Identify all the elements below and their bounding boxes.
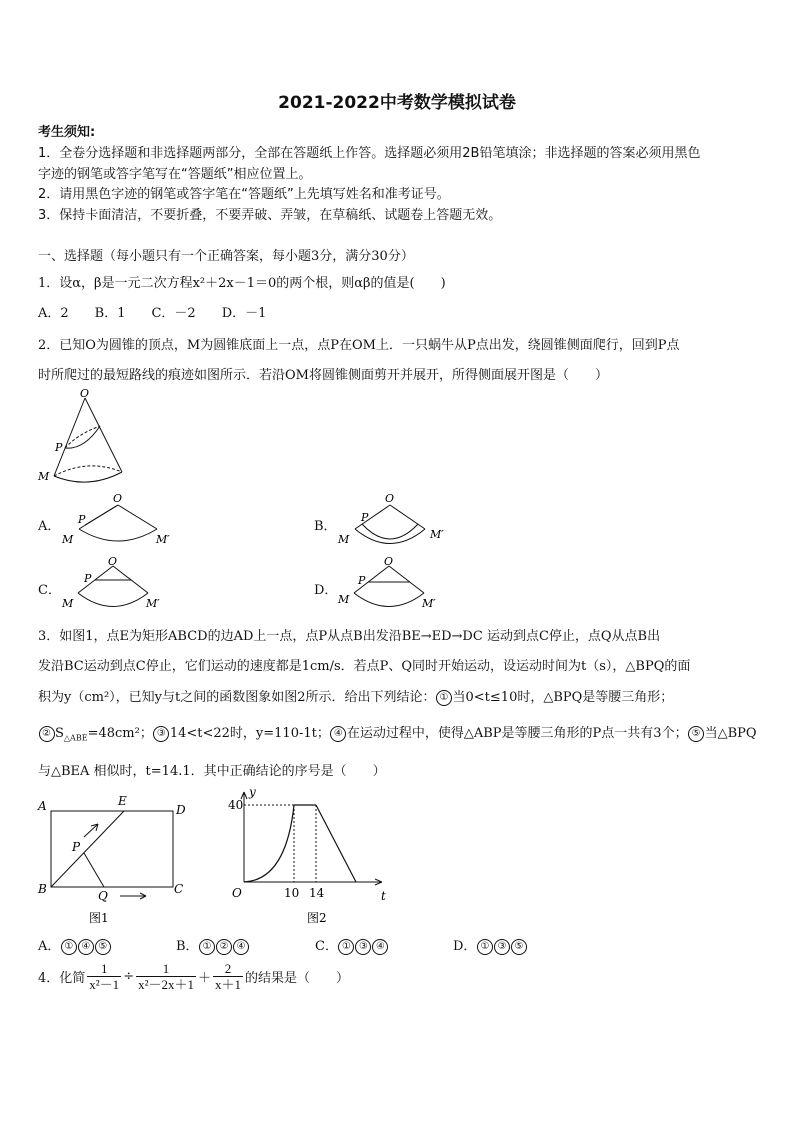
q3-option-c[interactable] (315, 935, 389, 955)
segment-be (51, 811, 124, 887)
q1-text: 1．设α，β是一元二次方程x²＋2x－1＝0的两个根，则αβ的值是( ) (38, 276, 446, 291)
notice-heading: 考生须知: (38, 125, 96, 140)
fraction-3-numerator: 2 (213, 961, 243, 977)
opt-b-label-o: O (385, 492, 395, 505)
q3-b-c3: ④ (233, 939, 249, 955)
opt-c-label-o: O (108, 555, 118, 568)
fraction-3-denominator: x＋1 (215, 977, 242, 992)
notice-item-3: 3．保持卡面清洁，不要折叠，不要弄破、弄皱，在草稿纸、试题卷上答题无效。 (38, 208, 502, 223)
q1-options: A．2 B．1 C．－2 D．－1 (38, 306, 267, 321)
q3-line3-b: 当0<t≤10时，△BPQ是等腰三角形； (452, 690, 674, 705)
function-decline (316, 805, 356, 882)
opt-d-label-p: P (358, 574, 366, 587)
opt-d-label-o: O (384, 555, 394, 568)
q3-line3 (38, 686, 673, 706)
q3-option-c-label: C． (315, 939, 338, 954)
opt-a-label-p: P (78, 513, 86, 526)
snail-path-front (65, 426, 100, 448)
divide-sign: ÷ (123, 969, 135, 984)
opt-c-label-m2: M′ (146, 597, 160, 610)
opt-b-label-m: M (338, 533, 350, 546)
q3-line4 (38, 722, 757, 743)
q3-option-b[interactable] (176, 935, 250, 955)
fraction-3 (213, 961, 243, 992)
q3-d-c3: ⑤ (511, 939, 527, 955)
fraction-1 (87, 961, 121, 992)
fig1-label-e: E (118, 794, 127, 808)
circle-num-2: ② (39, 726, 55, 742)
q3-line5: 与△BEA 相似时，t=14.1．其中正确结论的序号是（ ） (38, 764, 386, 779)
opt-b-label-p: P (361, 511, 369, 524)
cone-right-edge (85, 398, 122, 472)
q3-d-c1: ① (477, 939, 493, 955)
q3-c-c3: ④ (372, 939, 388, 955)
q2-line2: 时所爬过的最短路线的痕迹如图所示．若沿OM将圆锥侧面剪开并展开，所得侧面展开图是（ ） (38, 368, 608, 383)
q3-figure-1 (34, 792, 194, 932)
q4-prefix: 4．化简 (38, 971, 86, 986)
snail-path-back (65, 426, 100, 448)
cone-label-p: P (55, 441, 63, 454)
cone-figure (34, 386, 144, 488)
q3-s-label: S (55, 726, 64, 741)
notice-item-1: 1．全卷分选择题和非选择题两部分，全部在答题纸上作答。选择题必须用2B铅笔填涂；非选择题的答案必须用黑色 (38, 146, 701, 161)
q3-a-c1: ① (61, 939, 77, 955)
q3-a-c2: ④ (78, 939, 94, 955)
fig2-caption: 图2 (307, 911, 327, 925)
cone-base-front (54, 472, 122, 482)
opt-c-label-m: M (62, 597, 74, 610)
function-curve (244, 805, 294, 882)
q2-option-c-figure[interactable] (58, 553, 178, 615)
fig1-label-d: D (176, 803, 186, 817)
fig1-label-q: Q (98, 889, 108, 903)
opt-b-label-m2: M′ (430, 528, 444, 541)
fig2-label-t: t (381, 889, 386, 903)
q3-line1: 3．如图1，点E为矩形ABCD的边AD上一点，点P从点B出发沿BE→ED→DC 运动到点C停止，点Q从点B出 (38, 629, 661, 644)
rectangle-abcd (51, 811, 173, 887)
q3-figure-2 (224, 784, 394, 932)
q4-line (38, 961, 349, 992)
fraction-1-numerator: 1 (87, 961, 121, 977)
section-heading: 一、选择题（每小题只有一个正确答案，每小题3分，满分30分） (38, 249, 414, 264)
q2-option-c-label[interactable]: C． (38, 583, 61, 598)
q3-line3-a: 积为y（cm²），已知y与t之间的函数图象如图2所示．给出下列结论： (38, 690, 436, 705)
q3-line4-d: 在运动过程中，使得△ABP是等腰三角形的P点一共有3个； (346, 726, 688, 741)
q3-d-c2: ③ (494, 939, 510, 955)
q3-option-a-label: A． (38, 939, 61, 954)
fig2-tick-14: 14 (309, 886, 325, 900)
opt-d-label-m: M (338, 593, 350, 606)
q3-option-a[interactable] (38, 935, 111, 955)
opt-c-label-p: P (84, 572, 92, 585)
fig2-label-o: O (232, 886, 242, 900)
q2-option-b-label[interactable]: B． (314, 519, 337, 534)
segment-pq (84, 853, 104, 887)
fraction-2 (136, 961, 196, 992)
cone-left-edge (54, 398, 85, 476)
fig1-caption: 图1 (89, 911, 109, 925)
opt-a-label-m2: M′ (156, 533, 170, 546)
q3-s-sub: △ABE (63, 733, 88, 743)
fraction-2-denominator: x²－2x＋1 (138, 977, 194, 992)
opt-a-label-o: O (113, 492, 123, 505)
q3-line4-c: 14<t<22时，y=110-1t； (169, 726, 330, 741)
q4-suffix: 的结果是（ ） (245, 971, 350, 986)
fraction-1-denominator: x²－1 (89, 977, 120, 992)
fig1-label-b: B (38, 882, 47, 896)
q3-option-d-label: D． (453, 939, 477, 954)
q3-option-d[interactable] (453, 935, 527, 955)
q2-option-d-label[interactable]: D． (314, 583, 338, 598)
fig2-label-y: y (249, 785, 256, 799)
fig2-tick-10: 10 (284, 886, 300, 900)
notice-item-2: 2．请用黑色字迹的钢笔或答字笔在“答题纸”上先填写姓名和准考证号。 (38, 187, 450, 202)
q2-option-b-figure[interactable] (334, 488, 454, 550)
circle-num-3: ③ (153, 726, 169, 742)
q3-line4-e: 当△BPQ (704, 726, 757, 741)
fig2-tick-40: 40 (228, 798, 244, 812)
circle-num-1: ① (436, 690, 452, 706)
q2-line1: 2．已知O为圆锥的顶点，M为圆锥底面上一点，点P在OM上．一只蜗牛从P点出发，绕圆锥侧面爬行，回到P点 (38, 338, 680, 353)
q3-c-c1: ① (338, 939, 354, 955)
plus-sign: ＋ (198, 971, 212, 986)
q3-option-b-label: B． (176, 939, 199, 954)
q3-line4-b: =48cm²； (87, 726, 153, 741)
cone-label-o: O (80, 387, 90, 400)
q2-option-a-figure[interactable] (58, 488, 178, 550)
q3-a-c3: ⑤ (95, 939, 111, 955)
exam-title: 2021-2022中考数学模拟试卷 (278, 93, 516, 113)
q3-b-c2: ② (216, 939, 232, 955)
q3-b-c1: ① (199, 939, 215, 955)
q2-option-d-figure[interactable] (334, 553, 454, 615)
fraction-2-numerator: 1 (136, 961, 196, 977)
q3-line2: 发沿BC运动到点C停止，它们运动的速度都是1cm/s．若点P、Q同时开始运动，设运动时间为t（s），△BPQ的面 (38, 659, 691, 674)
fig1-label-a: A (38, 799, 47, 813)
opt-d-label-m2: M′ (422, 597, 436, 610)
cone-base-back (54, 466, 122, 476)
circle-num-5: ⑤ (688, 726, 704, 742)
q3-c-c2: ③ (355, 939, 371, 955)
fig1-label-p: P (72, 840, 81, 854)
q2-option-a-label[interactable]: A． (38, 519, 61, 534)
cone-label-m: M (38, 470, 50, 483)
notice-item-1-cont: 字迹的钢笔或答字笔写在“答题纸”相应位置上。 (38, 167, 312, 182)
circle-num-4: ④ (330, 726, 346, 742)
opt-a-label-m: M (62, 533, 74, 546)
fig1-label-c: C (174, 882, 184, 896)
